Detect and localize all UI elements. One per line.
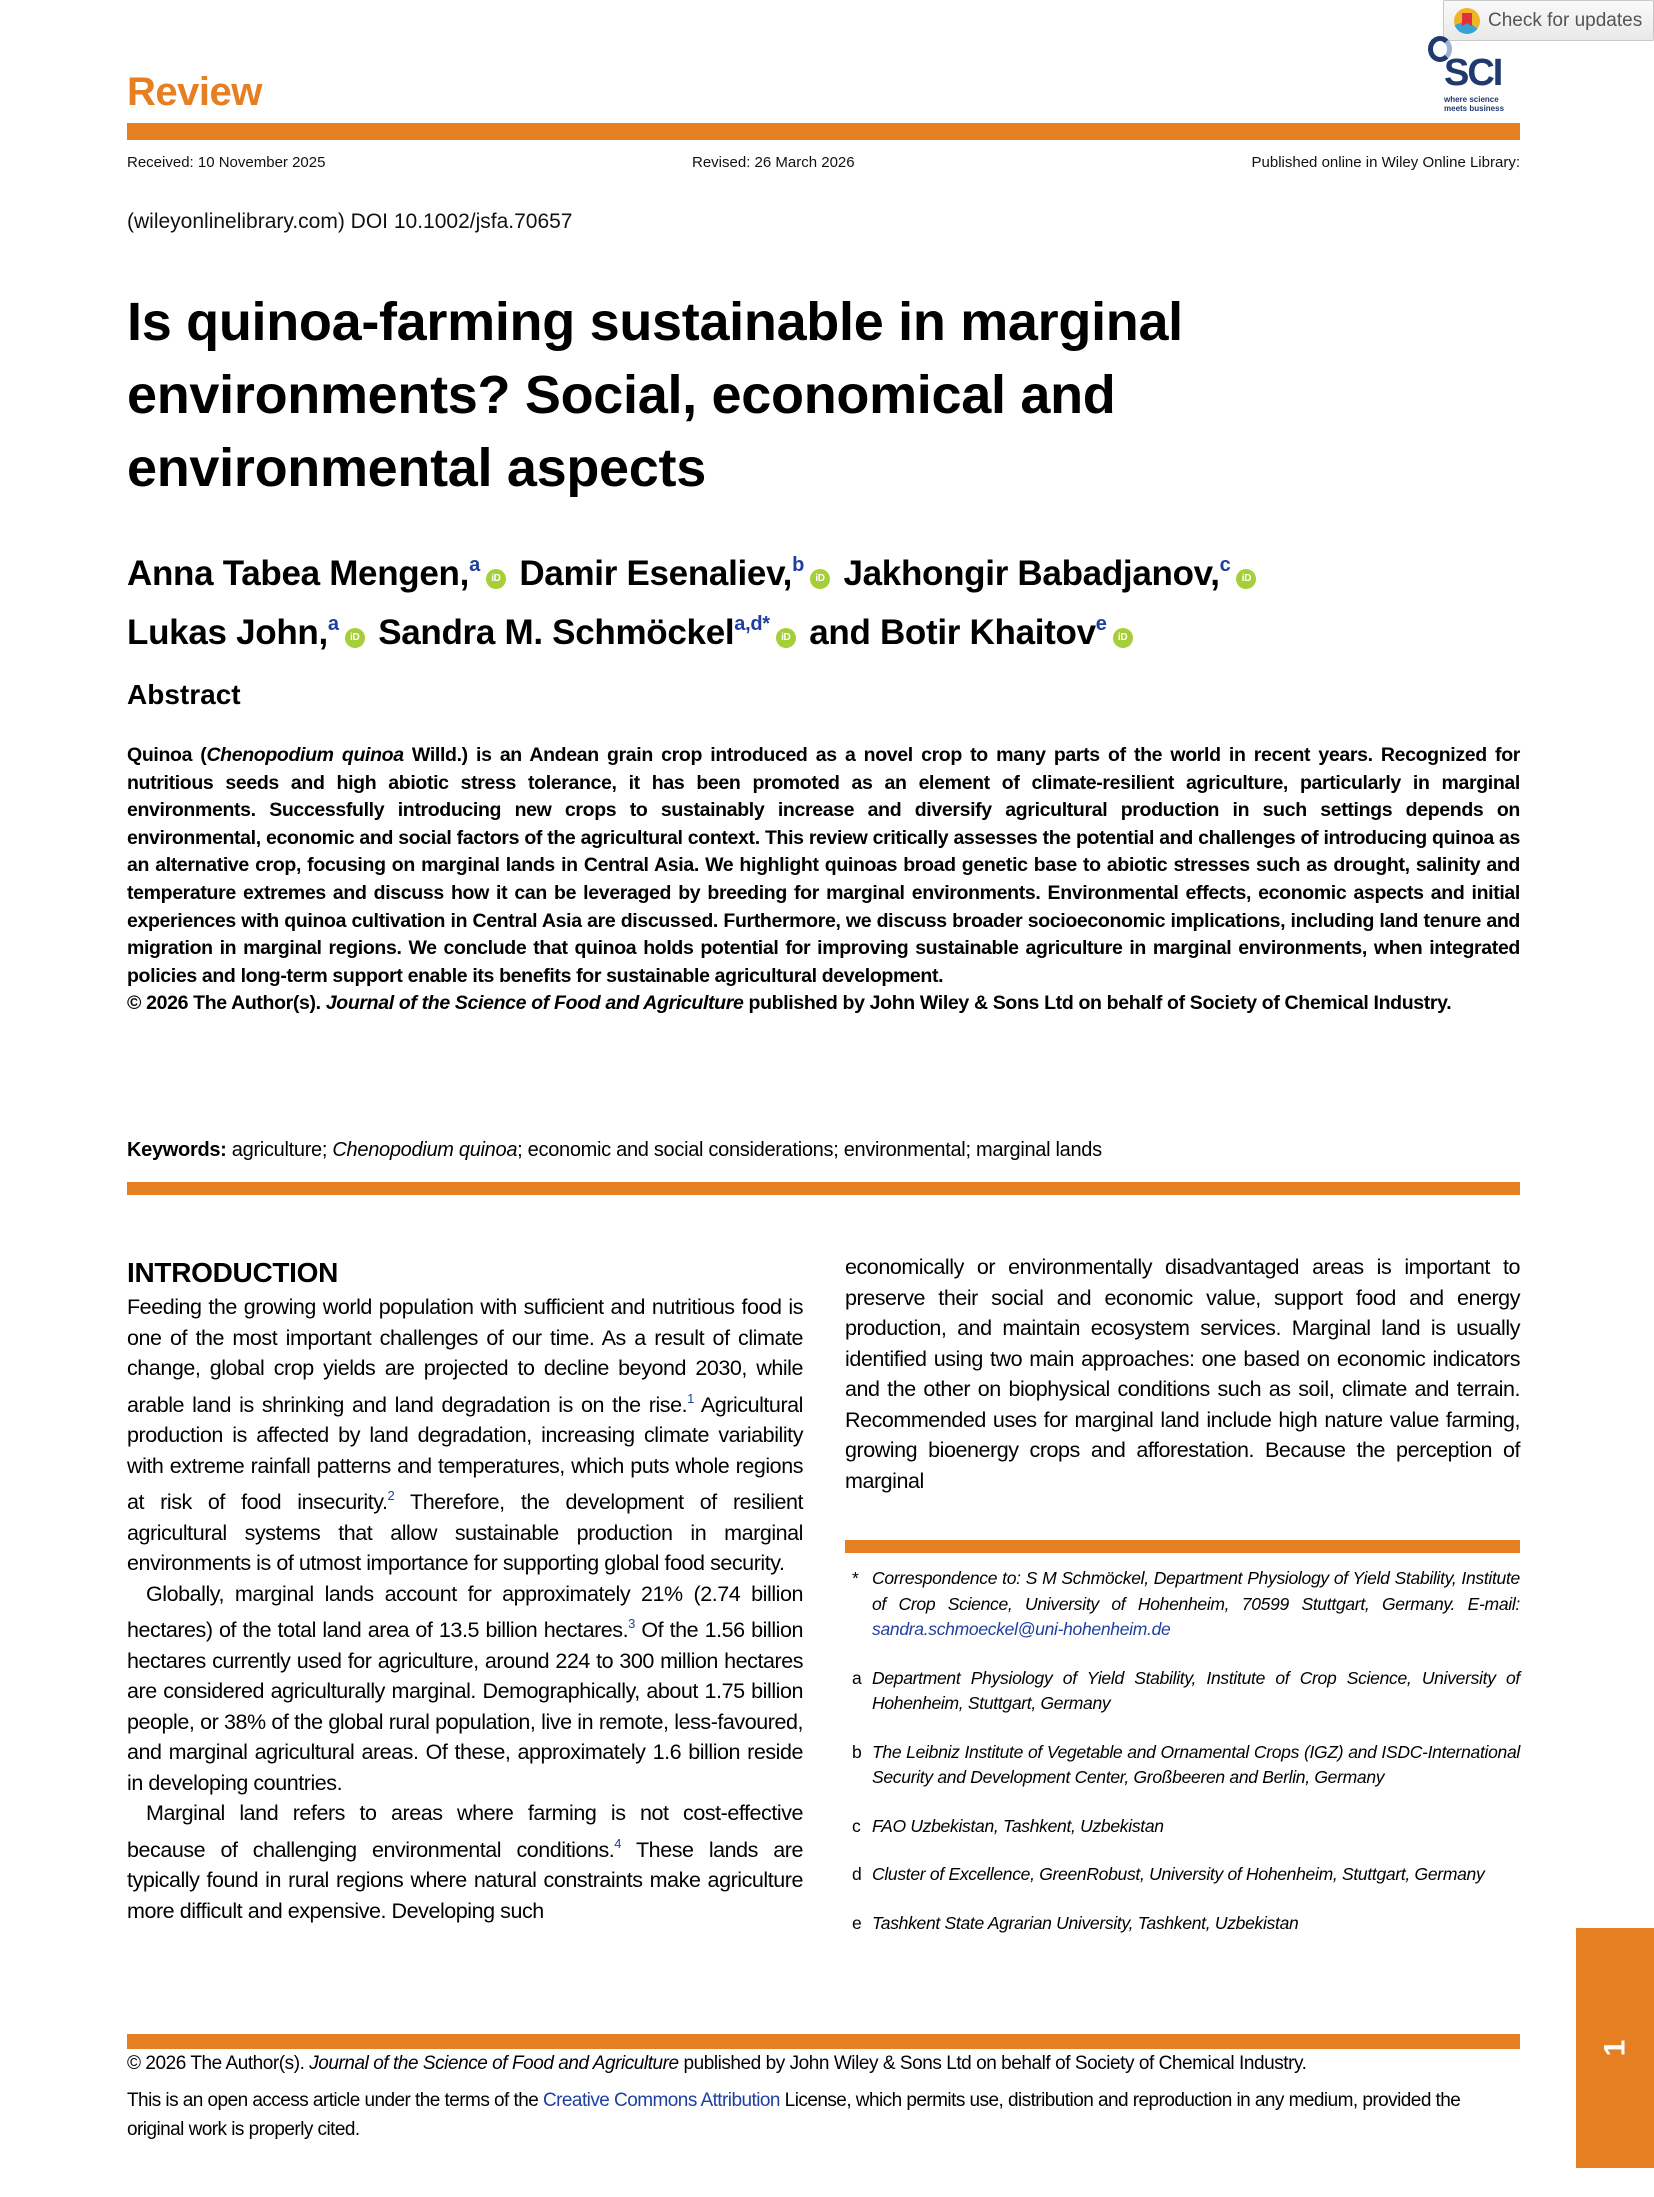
affiliation-footnote	[852, 1740, 1520, 1791]
paragraph-text: Therefore, the development of resilient agricultural systems that allow sustainable production in marginal environments is of utmost importance for supporting global food security.	[127, 1490, 803, 1575]
journal-name: Journal of the Science of Food and Agriculture	[309, 2053, 679, 2074]
orcid-icon[interactable]: iD	[810, 569, 830, 589]
abstract-copyright	[127, 990, 1520, 1018]
author-name: Lukas John,	[127, 613, 328, 652]
footnote-text: Cluster of Excellence, GreenRobust, University of Hohenheim, Stuttgart, Germany	[872, 1864, 1485, 1884]
abstract-divider	[127, 1182, 1520, 1195]
page-number-tab	[1576, 1928, 1654, 2168]
section-label: Review	[127, 70, 262, 114]
header-divider	[127, 123, 1520, 140]
received-date: Received: 10 November 2025	[127, 154, 326, 171]
author-name: Anna Tabea Mengen,	[127, 554, 470, 593]
author-affiliation: e	[1095, 613, 1107, 635]
journal-name: Journal of the Science of Food and Agriculture	[325, 992, 744, 1015]
footnote-text: FAO Uzbekistan, Tashkent, Uzbekistan	[872, 1815, 1164, 1836]
copyright-suffix: published by John Wiley & Sons Ltd on behalf of Society of Chemical Industry.	[678, 2053, 1307, 2074]
paragraph-text: Of the 1.56 billion hectares currently used for agriculture, around 224 to 300 million hectares are considered agriculturally marginal. Demographically, about 1.75 billion people, or 38% of the global rural population, live in remote, less-favoured, and marginal agricultural areas. Of these, approximately 1.6 billion reside in developing countries.	[127, 1618, 803, 1795]
abstract-main: Willd.) is an Andean grain crop introduced as a novel crop to many parts of the world in recent years. Recognized for nutritious seeds and high abiotic stress tolerance, it has been promoted as an element of climate-resilient agriculture, particularly in marginal environments. Successfully introducing new crops to sustainably increase and diversify agricultural production in such settings depends on environmental, economic and social factors of the agricultural context. This review critically assesses the potential and challenges of introducing quinoa as an alternative crop, focusing on marginal lands in Central Asia. We highlight quinoas broad genetic base to abiotic stresses such as drought, salinity and temperature extremes and discuss how it can be leveraged by breeding for marginal environments. Environmental effects, economic aspects and initial experiences with quinoa cultivation in Central Asia are discussed. Furthermore, we discuss broader socioeconomic implications, including land tenure and migration in marginal regions. We conclude that quinoa holds potential for improving sustainable agriculture in marginal environments, when integrated policies and long-term support enable its benefits for sustainable agricultural development.	[127, 744, 1521, 987]
keyword-text: ; economic and social considerations; environmental; marginal lands	[517, 1139, 1102, 1161]
intro-paragraph-continued: economically or environmentally disadvantaged areas is important to preserve their social and economic value, support food and energy production, and maintain ecosystem services. Marginal land is usually identified using two main approaches: one based on economic indicators and the other on biophysical conditions such as soil, climate and terrain. Recommended uses for marginal land include high nature value farming, growing bioenergy crops and afforestation. Because the perception of marginal	[845, 1255, 1520, 1493]
footer-divider	[127, 2034, 1520, 2049]
check-for-updates-label: Check for updates	[1488, 9, 1643, 31]
footer-license	[127, 2086, 1520, 2144]
article-title: Is quinoa-farming sustainable in marginal environments? Social, economical and environmental aspects	[127, 292, 1183, 498]
author-name: Sandra M. Schmöckel	[378, 613, 735, 652]
footnote-mark: d	[852, 1864, 862, 1884]
creative-commons-link[interactable]: Creative Commons Attribution	[542, 2090, 780, 2111]
paragraph-text: Feeding the growing world population with sufficient and nutritious food is one of the most important challenges of our time. As a result of climate change, global crop yields are projected to decline beyond 2030, while arable land is shrinking and land degradation is on the rise.	[127, 1295, 803, 1417]
author-affiliation: a	[469, 554, 480, 576]
intro-paragraph	[127, 1798, 803, 1926]
published-online: Published online in Wiley Online Library:	[1251, 154, 1520, 171]
keywords-label: Keywords:	[127, 1139, 227, 1161]
copyright-prefix: © 2026 The Author(s).	[127, 2053, 310, 2074]
affiliation-footnote	[852, 1862, 1520, 1888]
footnote-divider	[845, 1540, 1520, 1553]
author-name: and Botir Khaitov	[809, 613, 1096, 652]
author-name: Jakhongir Babadjanov,	[843, 554, 1220, 593]
sci-tagline-line-2: meets business	[1444, 104, 1505, 113]
orcid-icon[interactable]: iD	[345, 628, 365, 648]
abstract-text	[127, 742, 1520, 990]
sci-logo-tagline	[1444, 95, 1514, 113]
orcid-icon[interactable]: iD	[486, 569, 506, 589]
crossmark-icon	[1454, 8, 1480, 34]
copyright-suffix: published by John Wiley & Sons Ltd on behalf of Society of Chemical Industry.	[743, 992, 1452, 1015]
author-affiliation: a	[327, 613, 339, 635]
reference-link[interactable]: 3	[628, 1616, 635, 1631]
check-for-updates-button[interactable]	[1443, 0, 1654, 41]
introduction-right-column	[845, 1252, 1520, 1496]
abstract-lead: Quinoa (	[127, 744, 207, 766]
sci-tagline-line-1: where science	[1444, 95, 1499, 104]
affiliation-footnote	[852, 1814, 1520, 1840]
doi-line: (wileyonlinelibrary.com) DOI 10.1002/jsfa.70657	[127, 210, 573, 233]
sci-logo	[1428, 36, 1518, 112]
keyword-species: Chenopodium quinoa	[332, 1139, 518, 1161]
footnotes	[852, 1566, 1520, 1959]
author-name: Damir Esenaliev,	[519, 554, 793, 593]
paragraph-text: These lands are typically found in rural regions where natural constraints make agriculture more difficult and expensive. Developing such	[127, 1837, 804, 1923]
correspondence-footnote	[852, 1566, 1520, 1643]
abstract-body	[127, 742, 1520, 1018]
footnote-mark: a	[852, 1667, 862, 1688]
paragraph-text: Globally, marginal lands account for approximately 21% (2.74 billion hectares) of the total land area of 13.5 billion hectares.	[127, 1581, 803, 1642]
license-prefix: This is an open access article under the terms of the	[127, 2090, 543, 2111]
author-affiliation: a,d*	[734, 613, 770, 635]
footnote-text: Department Physiology of Yield Stability, Institute of Crop Science, University of Hohenheim, Stuttgart, Germany	[872, 1667, 1520, 1713]
footnote-mark: c	[852, 1815, 861, 1836]
email-link[interactable]: sandra.schmoeckel@uni-hohenheim.de	[872, 1619, 1171, 1639]
paragraph-text: Marginal land refers to areas where farming is not cost-effective because of challenging environmental conditions.	[127, 1801, 803, 1862]
footnote-mark: e	[852, 1912, 862, 1933]
orcid-icon[interactable]: iD	[776, 628, 796, 648]
orcid-icon[interactable]: iD	[1236, 569, 1256, 589]
footnote-text: Tashkent State Agrarian University, Tashkent, Uzbekistan	[872, 1912, 1299, 1933]
intro-paragraph	[127, 1579, 803, 1799]
page-number: 1	[1598, 2039, 1631, 2057]
orcid-icon[interactable]: iD	[1113, 628, 1133, 648]
author-affiliation: b	[792, 554, 805, 576]
footer-copyright	[127, 2053, 1520, 2075]
affiliation-footnote	[852, 1911, 1520, 1937]
revised-date: Revised: 26 March 2026	[692, 154, 855, 171]
introduction-left-column	[127, 1256, 803, 1926]
correspondence-text: Correspondence to: S M Schmöckel, Department Physiology of Yield Stability, Institute of Crop Science, University of Hohenheim, 70599 Stuttgart, Germany. E-mail:	[872, 1568, 1520, 1614]
reference-link[interactable]: 2	[387, 1488, 395, 1503]
affiliation-footnote	[852, 1666, 1520, 1717]
abstract-heading: Abstract	[127, 679, 241, 710]
sci-logo-text: SCI	[1444, 52, 1502, 94]
footnote-mark: b	[852, 1741, 862, 1762]
copyright-prefix: © 2026 The Author(s).	[127, 992, 326, 1015]
footnote-text: The Leibniz Institute of Vegetable and Ornamental Crops (IGZ) and ISDC-International Security and Development Center, Großbeeren and Berlin, Germany	[872, 1741, 1520, 1787]
keyword-text: agriculture;	[226, 1139, 333, 1161]
introduction-heading: INTRODUCTION	[127, 1257, 339, 1288]
keywords	[127, 1139, 1102, 1162]
author-affiliation: c	[1219, 554, 1231, 576]
license-suffix: License, which permits use, distribution and reproduction in any medium, provided the original work is properly cited.	[127, 2090, 1461, 2140]
intro-paragraph	[127, 1292, 803, 1579]
reference-link[interactable]: 4	[614, 1835, 622, 1851]
paragraph-text: Agricultural production is affected by land degradation, increasing climate variability with extreme rainfall patterns and temperatures, which puts whole regions at risk of food insecurity.	[127, 1392, 803, 1514]
reference-link[interactable]: 1	[687, 1390, 694, 1406]
author-list	[127, 540, 1527, 658]
footnote-text	[872, 1566, 1520, 1643]
species-name: Chenopodium quinoa	[206, 744, 404, 766]
footnote-mark: *	[852, 1568, 859, 1588]
